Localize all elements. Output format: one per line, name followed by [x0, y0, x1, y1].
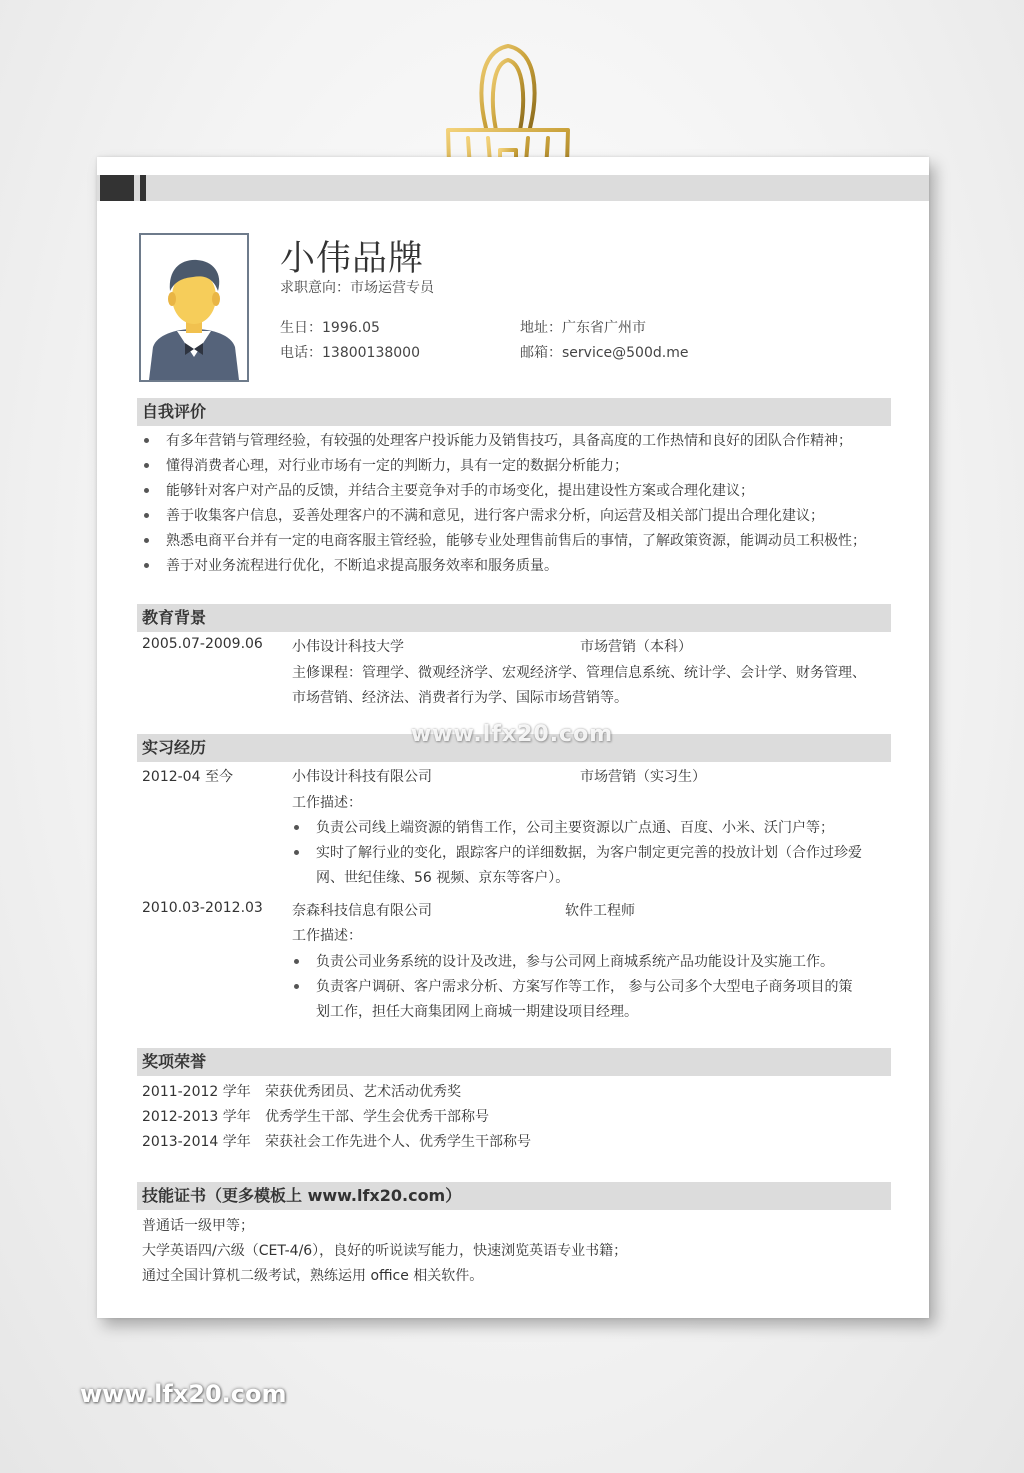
person-avatar-icon	[141, 235, 247, 380]
bullet-icon	[294, 850, 299, 855]
bullet-icon	[294, 825, 299, 830]
bullet-icon	[144, 513, 149, 518]
job-desc-item-cont: 划工作，担任大商集团网上商城一期建设项目经理。	[316, 1004, 638, 1020]
resume-sheet	[97, 157, 929, 1318]
job-position: 市场营销（实习生）	[580, 769, 706, 785]
job-intent: 求职意向：市场运营专员	[280, 280, 434, 296]
address: 地址：广东省广州市	[520, 320, 646, 336]
avatar	[139, 233, 249, 382]
job-company: 小伟设计科技有限公司	[292, 769, 432, 785]
top-decor-bar	[97, 175, 929, 201]
bullet-icon	[144, 438, 149, 443]
birth-date: 生日：1996.05	[280, 320, 380, 336]
self-eval-item: 善于对业务流程进行优化，不断追求提高服务效率和服务质量。	[166, 558, 558, 574]
bullet-icon	[294, 984, 299, 989]
skill-item: 大学英语四/六级（CET-4/6），良好的听说读写能力，快速浏览英语专业书籍；	[142, 1243, 628, 1259]
award-text: 荣获优秀团员、艺术活动优秀奖	[265, 1084, 461, 1100]
self-eval-item: 善于收集客户信息，妥善处理客户的不满和意见，进行客户需求分析，向运营及相关部门提出合理化建议；	[166, 508, 824, 524]
award-text: 荣获社会工作先进个人、优秀学生干部称号	[265, 1134, 531, 1150]
bullet-icon	[144, 463, 149, 468]
section-self-eval-title: 自我评价	[137, 398, 891, 426]
self-eval-item: 懂得消费者心理，对行业市场有一定的判断力，具有一定的数据分析能力；	[166, 458, 628, 474]
bullet-icon	[144, 563, 149, 568]
job-desc-label: 工作描述：	[292, 928, 362, 944]
watermark-center: www.lfx20.com	[410, 722, 614, 747]
education-period: 2005.07-2009.06	[142, 636, 263, 652]
award-text: 优秀学生干部、学生会优秀干部称号	[265, 1109, 489, 1125]
job-company: 奈森科技信息有限公司	[292, 903, 432, 919]
decor-block	[100, 175, 134, 201]
resume-name: 小伟品牌	[280, 239, 425, 279]
self-eval-item: 能够针对客户对产品的反馈，并结合主要竞争对手的市场变化，提出建设性方案或合理化建议；	[166, 483, 754, 499]
job-desc-item: 实时了解行业的变化，跟踪客户的详细数据，为客户制定更完善的投放计划（合作过珍爱	[316, 845, 862, 861]
phone: 电话：13800138000	[280, 345, 420, 361]
job-desc-item-cont: 网、世纪佳缘、56 视频、京东等客户）。	[316, 870, 570, 886]
award-year: 2011-2012 学年	[142, 1084, 251, 1100]
job-position: 软件工程师	[565, 903, 635, 919]
bullet-icon	[144, 488, 149, 493]
section-education-title: 教育背景	[137, 604, 891, 632]
education-school: 小伟设计科技大学	[292, 639, 404, 655]
skill-item: 普通话一级甲等；	[142, 1218, 254, 1234]
bullet-icon	[144, 538, 149, 543]
bullet-icon	[294, 959, 299, 964]
section-internship-title: 实习经历	[137, 734, 891, 762]
section-awards-title: 奖项荣誉	[137, 1048, 891, 1076]
decor-stripe	[140, 175, 146, 201]
education-courses: 市场营销、经济法、消费者行为学、国际市场营销等。	[292, 690, 628, 706]
skill-item: 通过全国计算机二级考试，熟练运用 office 相关软件。	[142, 1268, 484, 1284]
section-skills-title: 技能证书（更多模板上 www.lfx20.com）	[137, 1182, 891, 1210]
job-period: 2010.03-2012.03	[142, 900, 263, 916]
job-desc-item: 负责公司业务系统的设计及改进，参与公司网上商城系统产品功能设计及实施工作。	[316, 954, 834, 970]
job-desc-item: 负责公司线上端资源的销售工作，公司主要资源以广点通、百度、小米、沃门户等；	[316, 820, 834, 836]
job-desc-label: 工作描述：	[292, 795, 362, 811]
award-year: 2013-2014 学年	[142, 1134, 251, 1150]
self-eval-item: 有多年营销与管理经验，有较强的处理客户投诉能力及销售技巧，具备高度的工作热情和良好的团队合作精神；	[166, 433, 852, 449]
email: 邮箱：service@500d.me	[520, 345, 689, 361]
award-year: 2012-2013 学年	[142, 1109, 251, 1125]
job-period: 2012-04 至今	[142, 769, 233, 785]
job-desc-item: 负责客户调研、客户需求分析、方案写作等工作， 参与公司多个大型电子商务项目的策	[316, 979, 853, 995]
education-major: 市场营销（本科）	[580, 639, 692, 655]
self-eval-item: 熟悉电商平台并有一定的电商客服主管经验，能够专业处理售前售后的事情，了解政策资源，能调动员工积极性；	[166, 533, 866, 549]
watermark-bottom: www.lfx20.com	[80, 1380, 287, 1408]
education-courses: 主修课程：管理学、微观经济学、宏观经济学、管理信息系统、统计学、会计学、财务管理、	[292, 665, 866, 681]
